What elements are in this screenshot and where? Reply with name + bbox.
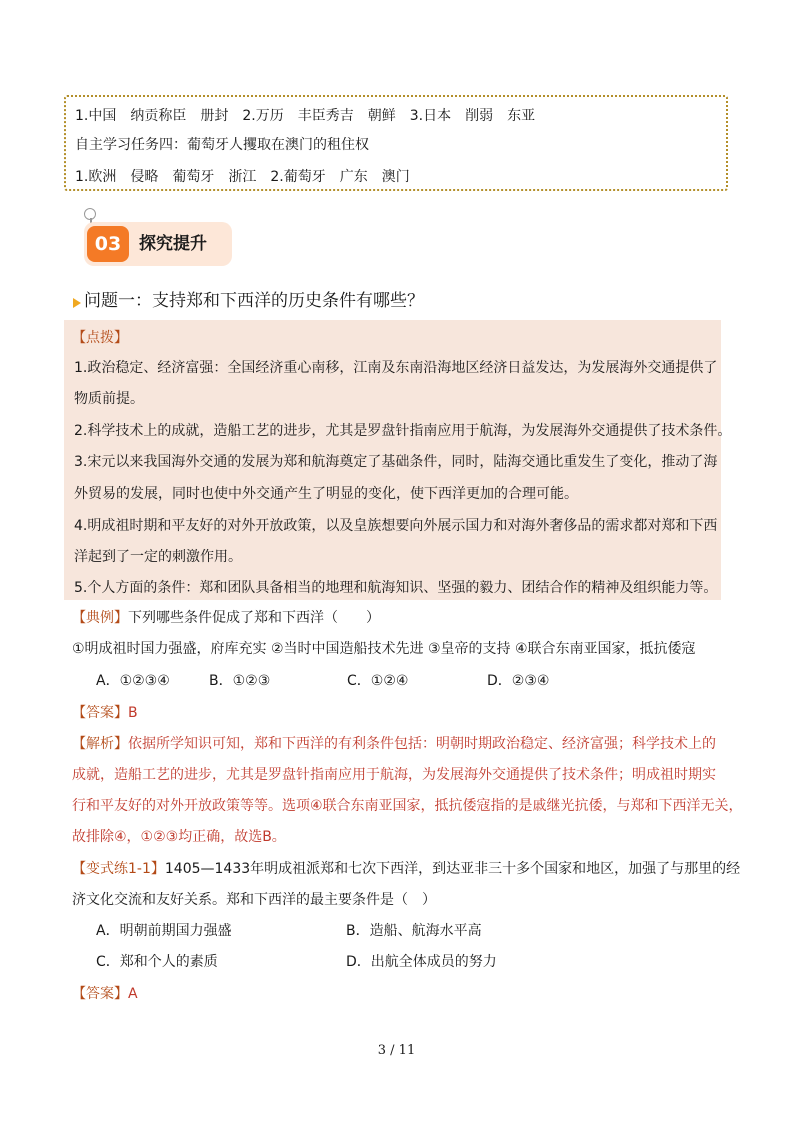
- variant-option-a: A．明朝前期国力强盛: [96, 923, 232, 939]
- example-statements: ①明成祖时国力强盛，府库充实 ②当时中国造船技术先进 ③皇帝的支持 ④联合东南亚国家，抵抗倭寇: [72, 641, 696, 657]
- tips-line: 物质前提。: [74, 391, 144, 407]
- example-option-d: D．②③④: [487, 673, 550, 689]
- tips-line: 洋起到了一定的刺激作用。: [74, 549, 242, 565]
- tips-line: 1.政治稳定、经济富强：全国经济重心南移，江南及东南沿海地区经济日益发达，为发展海外交通提供了: [74, 360, 718, 376]
- analysis-line: 故排除④，①②③均正确，故选B。: [72, 829, 286, 845]
- analysis-line: 依据所学知识可知，郑和下西洋的有利条件包括：明朝时期政治稳定、经济富强；科学技术上的: [128, 736, 716, 752]
- page-number: 3 / 11: [377, 1043, 416, 1058]
- tips-line: 3.宋元以来我国海外交通的发展为郑和航海奠定了基础条件，同时，陆海交通比重发生了变化，推动了海: [74, 454, 718, 470]
- tips-line: 4.明成祖时期和平友好的对外开放政策，以及皇族想要向外展示国力和对海外奢侈品的需求都对郑和下西: [74, 518, 718, 534]
- variant-line: 1405—1433年明成祖派郑和七次下西洋，到达亚非三十多个国家和地区，加强了与那里的经: [164, 861, 741, 877]
- section-badge: [84, 222, 232, 266]
- answer-box-line-3: 1.欧洲 侵略 葡萄牙 浙江 2.葡萄牙 广东 澳门: [75, 169, 410, 185]
- example-answer-row: [72, 703, 138, 723]
- variant-answer-label: 【答案】: [72, 986, 128, 1002]
- variant-label: 【变式练1-1】: [72, 861, 165, 877]
- variant-option-c: C．郑和个人的素质: [96, 954, 218, 970]
- example-option-a: A．①②③④: [96, 673, 170, 689]
- answer-box-line-1: 1.中国 纳贡称臣 册封 2.万历 丰臣秀吉 朝鲜 3.日本 削弱 东亚: [75, 108, 536, 124]
- answer-box: [64, 95, 728, 191]
- question-title: 问题一：支持郑和下西洋的历史条件有哪些？: [84, 291, 424, 311]
- example-answer-label: 【答案】: [72, 705, 128, 721]
- section-number: 03: [87, 226, 129, 262]
- tips-label: 【点拨】: [72, 330, 128, 346]
- variant-answer-row: [72, 984, 138, 1004]
- analysis-line: 行和平友好的对外开放政策等等。选项④联合东南亚国家，抵抗倭寇指的是戚继光抗倭，与郑和下西洋无关，: [72, 798, 743, 814]
- tips-line: 外贸易的发展，同时也使中外交通产生了明显的变化，使下西洋更加的合理可能。: [74, 486, 578, 502]
- variant-option-d: D．出航全体成员的努力: [346, 954, 497, 970]
- answer-box-line-2: 自主学习任务四：葡萄牙人攫取在澳门的租住权: [75, 137, 369, 153]
- example-answer: B: [128, 705, 138, 721]
- example-option-b: B．①②③: [209, 673, 271, 689]
- example-question-row: [72, 608, 380, 628]
- analysis-line: 成就，造船工艺的进步，尤其是罗盘针指南应用于航海，为发展海外交通提供了技术条件；明成祖时期实: [72, 767, 716, 783]
- tips-line: 2.科学技术上的成就，造船工艺的进步，尤其是罗盘针指南应用于航海，为发展海外交通提供了技术条件。: [74, 423, 732, 439]
- variant-answer: A: [128, 986, 138, 1002]
- example-label: 【典例】: [72, 610, 128, 626]
- example-question: 下列哪些条件促成了郑和下西洋（ ）: [128, 610, 380, 626]
- triangle-bullet-icon: [73, 298, 81, 308]
- example-option-c: C．①②④: [347, 673, 409, 689]
- analysis-row: [72, 734, 716, 754]
- tips-line: 5.个人方面的条件：郑和团队具备相当的地理和航海知识、坚强的毅力、团结合作的精神及组织能力等。: [74, 580, 718, 596]
- variant-option-b: B．造船、航海水平高: [346, 923, 482, 939]
- variant-line: 济文化交流和友好关系。郑和下西洋的最主要条件是（ ）: [72, 892, 436, 908]
- section-title: 探究提升: [139, 234, 207, 254]
- variant-row: [72, 859, 740, 879]
- analysis-label: 【解析】: [72, 736, 128, 752]
